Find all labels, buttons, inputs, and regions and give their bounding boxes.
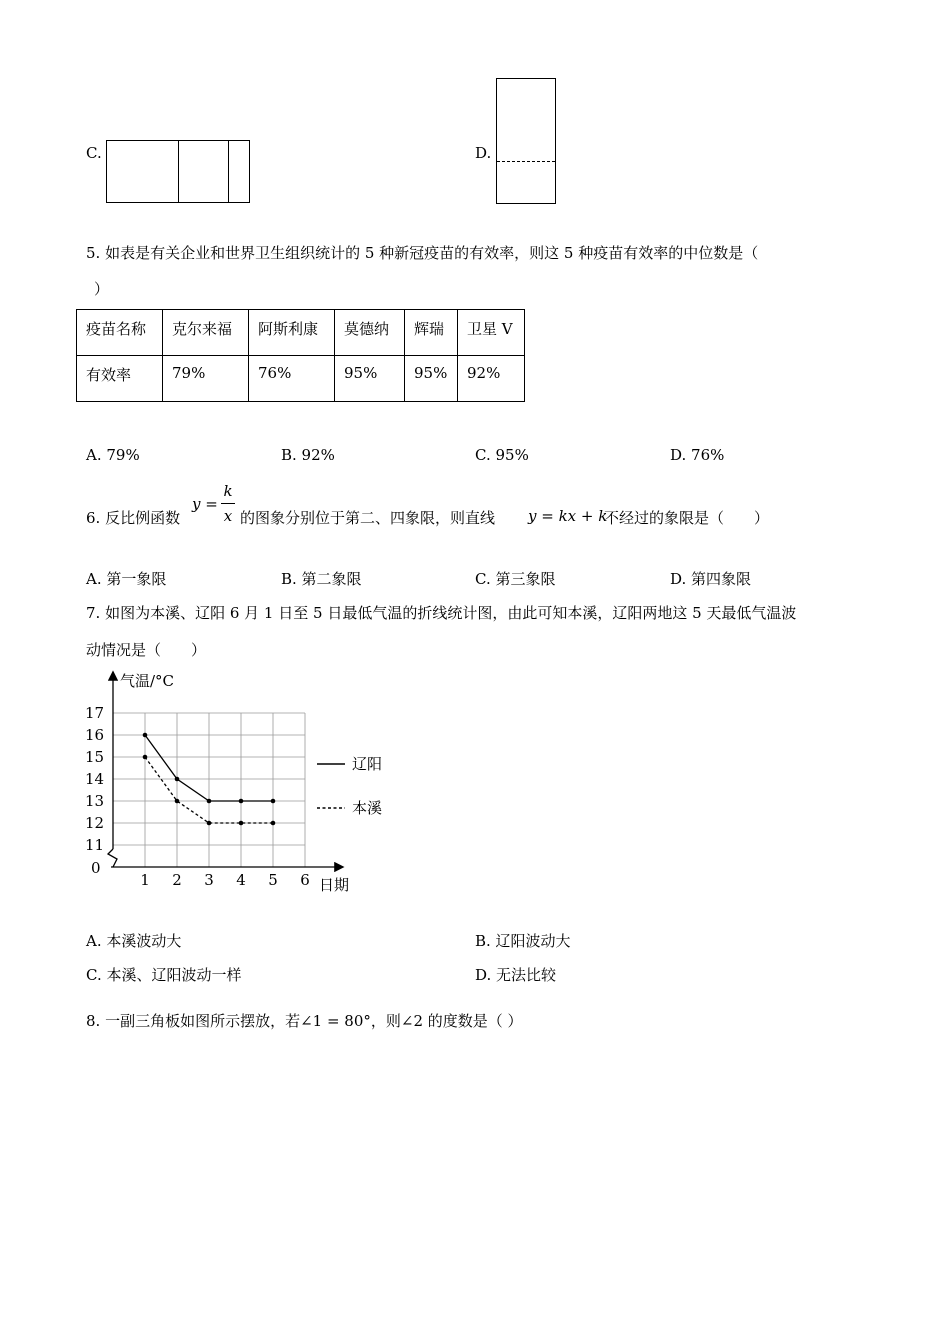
table-cell: 79% <box>163 356 249 402</box>
table-cell: 卫星 V <box>458 310 525 356</box>
data-point <box>239 799 244 804</box>
legend-label: 本溪 <box>352 799 383 817</box>
q8-stem: 8. 一副三角板如图所示摆放，若∠1 = 80°，则∠2 的度数是（ ） <box>86 1012 523 1030</box>
x-tick-label: 2 <box>172 871 182 889</box>
q4-option-d-dashed-line <box>497 161 555 162</box>
y-tick-label: 13 <box>85 792 105 810</box>
table-cell: 有效率 <box>77 356 163 402</box>
table-cell: 76% <box>249 356 335 402</box>
x-tick-label: 3 <box>204 871 214 889</box>
x-axis-label: 日期 <box>319 876 350 894</box>
q6-fraction-bar <box>221 503 235 504</box>
table-cell: 辉瑞 <box>405 310 458 356</box>
y-tick-label: 12 <box>85 814 105 832</box>
table-cell: 克尔来福 <box>163 310 249 356</box>
table-row <box>77 310 525 356</box>
y-tick-label: 15 <box>85 748 105 766</box>
q5-stem-cont: ） <box>94 280 110 298</box>
chart-grid <box>113 713 305 867</box>
y-tick-label: 16 <box>85 726 105 744</box>
data-point <box>143 755 148 760</box>
y-tick-label: 11 <box>85 836 105 854</box>
table-cell: 95% <box>335 356 405 402</box>
q6-stem-middle: 的图象分别位于第二、四象限，则直线 <box>240 509 496 527</box>
q7-option-a: A. 本溪波动大 <box>86 932 182 950</box>
table-row <box>77 356 525 402</box>
x-tick-label: 1 <box>140 871 150 889</box>
vaccine-table <box>76 309 525 402</box>
q4-option-d-label: D. <box>475 144 492 162</box>
data-point <box>175 799 180 804</box>
y-axis-label: 气温/°C <box>120 672 175 690</box>
table-cell: 92% <box>458 356 525 402</box>
q6-function-lhs: y = <box>192 495 218 513</box>
data-point <box>271 799 276 804</box>
data-point <box>207 799 212 804</box>
q4-option-d-figure <box>496 78 556 204</box>
q5-option-a: A. 79% <box>86 446 140 464</box>
q6-line-expression: y = kx + k <box>528 507 608 525</box>
q5-stem: 5. 如表是有关企业和世界卫生组织统计的 5 种新冠疫苗的有效率，则这 5 种疫苗有效率的中位数是（ <box>86 244 759 262</box>
x-tick-label: 5 <box>268 871 278 889</box>
q7-stem: 7. 如图为本溪、辽阳 6 月 1 日至 5 日最低气温的折线统计图，由此可知本溪，辽阳两地这 5 天最低气温波 <box>86 604 797 622</box>
q6-fraction-numerator: k <box>223 482 233 500</box>
q5-option-b: B. 92% <box>281 446 335 464</box>
q5-option-d: D. 76% <box>670 446 725 464</box>
x-tick-label: 4 <box>236 871 246 889</box>
q6-option-b: B. 第二象限 <box>281 570 362 588</box>
data-point <box>143 733 148 738</box>
y-tick-label: 14 <box>85 770 105 788</box>
chart-axes <box>108 673 342 867</box>
q6-option-c: C. 第三象限 <box>475 570 556 588</box>
q4-option-c-divider <box>228 141 229 202</box>
data-point <box>207 821 212 826</box>
q4-option-c-label: C. <box>86 144 102 162</box>
q7-option-c: C. 本溪、辽阳波动一样 <box>86 966 242 984</box>
q4-option-c-figure <box>106 140 250 203</box>
q4-option-c-divider <box>178 141 179 202</box>
q7-option-b: B. 辽阳波动大 <box>475 932 571 950</box>
q6-option-d: D. 第四象限 <box>670 570 752 588</box>
temperature-line-chart <box>80 665 400 905</box>
y-axis-break <box>108 849 117 867</box>
q6-option-a: A. 第一象限 <box>86 570 167 588</box>
table-cell: 疫苗名称 <box>77 310 163 356</box>
legend-label: 辽阳 <box>352 755 383 773</box>
y-tick-label: 17 <box>85 704 105 722</box>
chart-ticks <box>85 704 310 889</box>
q6-fraction-denominator: x <box>223 507 233 525</box>
data-point <box>239 821 244 826</box>
q7-option-d: D. 无法比较 <box>475 966 557 984</box>
data-point <box>175 777 180 782</box>
data-point <box>271 821 276 826</box>
table-cell: 阿斯利康 <box>249 310 335 356</box>
chart-legend <box>317 755 382 817</box>
origin-label: 0 <box>91 859 101 877</box>
table-cell: 莫德纳 <box>335 310 405 356</box>
q7-stem-cont: 动情况是（ ） <box>86 641 207 659</box>
q5-option-c: C. 95% <box>475 446 529 464</box>
q6-stem-suffix: 不经过的象限是（ ） <box>604 509 770 527</box>
x-tick-label: 6 <box>300 871 310 889</box>
q6-stem-prefix: 6. 反比例函数 <box>86 509 181 527</box>
table-cell: 95% <box>405 356 458 402</box>
